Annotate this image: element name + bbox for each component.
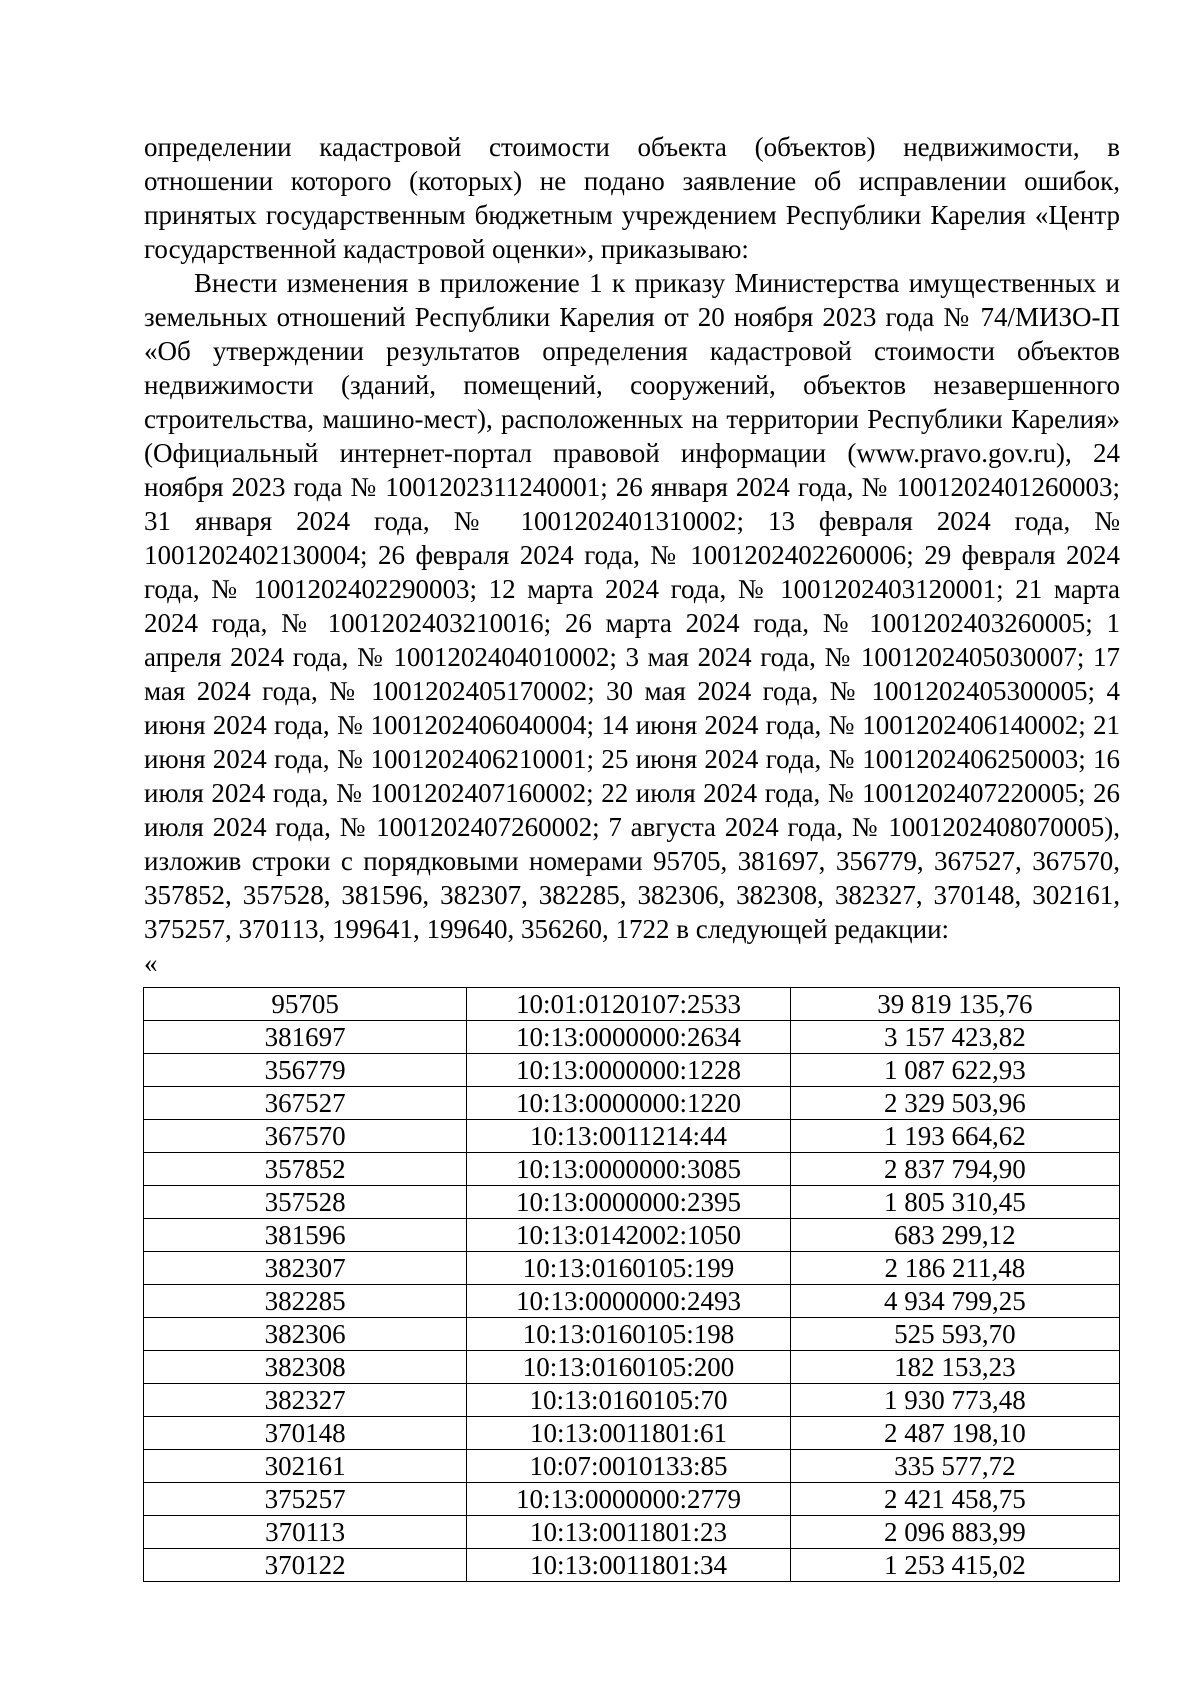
cadastral-value-table [143,987,1120,1582]
cadastral-number-cell: 10:13:0011801:23 [467,1516,791,1549]
row-number-cell: 370122 [144,1549,467,1582]
row-number-cell: 357852 [144,1153,467,1186]
row-number-cell: 381596 [144,1219,467,1252]
table-row [144,1252,1120,1285]
cadastral-number-cell: 10:13:0000000:1220 [467,1087,791,1120]
cadastral-value-cell: 1 087 622,93 [790,1054,1119,1087]
table-row [144,1384,1120,1417]
table-body [144,988,1120,1582]
cadastral-value-cell: 525 593,70 [790,1318,1119,1351]
paragraph-intro: определении кадастровой стоимости объекта (объектов) недвижимости, в отношении которого (которых) не подано заявление об исправлении ошибок, принятых государственным бюджетным учреждением Республики Карелия «Центр государственной кадастровой оценки», приказываю: [144,132,1120,264]
row-number-cell: 382307 [144,1252,467,1285]
cadastral-number-cell: 10:13:0011801:61 [467,1417,791,1450]
cadastral-number-cell: 10:13:0000000:2779 [467,1483,791,1516]
cadastral-value-cell: 39 819 135,76 [790,988,1119,1021]
row-number-cell: 375257 [144,1483,467,1516]
table-row [144,1021,1120,1054]
cadastral-value-cell: 182 153,23 [790,1351,1119,1384]
row-number-cell: 370148 [144,1417,467,1450]
table-row [144,1483,1120,1516]
cadastral-number-cell: 10:13:0000000:2395 [467,1186,791,1219]
cadastral-value-cell: 1 253 415,02 [790,1549,1119,1582]
table-row [144,1219,1120,1252]
cadastral-number-cell: 10:13:0160105:199 [467,1252,791,1285]
cadastral-value-cell: 335 577,72 [790,1450,1119,1483]
row-number-cell: 357528 [144,1186,467,1219]
table-row [144,1318,1120,1351]
cadastral-number-cell: 10:13:0000000:1228 [467,1054,791,1087]
row-number-cell: 356779 [144,1054,467,1087]
table-row [144,1153,1120,1186]
table-row [144,1516,1120,1549]
cadastral-number-cell: 10:13:0011801:34 [467,1549,791,1582]
table-row [144,1087,1120,1120]
cadastral-value-cell: 2 837 794,90 [790,1153,1119,1186]
cadastral-number-cell: 10:13:0160105:200 [467,1351,791,1384]
row-number-cell: 382327 [144,1384,467,1417]
cadastral-value-cell: 2 096 883,99 [790,1516,1119,1549]
table-row [144,1186,1120,1219]
cadastral-value-cell: 1 193 664,62 [790,1120,1119,1153]
table-row [144,988,1120,1021]
row-number-cell: 367570 [144,1120,467,1153]
cadastral-value-cell: 2 329 503,96 [790,1087,1119,1120]
table-row [144,1351,1120,1384]
table-row [144,1285,1120,1318]
table-row [144,1417,1120,1450]
row-number-cell: 302161 [144,1450,467,1483]
row-number-cell: 370113 [144,1516,467,1549]
cadastral-value-cell: 2 421 458,75 [790,1483,1119,1516]
table-row [144,1549,1120,1582]
paragraph-order: Внести изменения в приложение 1 к приказу Министерства имущественных и земельных отношений Республики Карелия от 20 ноября 2023 года № 74/МИЗО-П «Об утверждении результатов определения кадастровой стоимости объектов недвижимости (зданий, помещений, сооружений, объектов незавершенного строительства, машино-мест), расположенных на территории Республики Карелия» (Официальный интернет-портал правовой информации (www.pravo.gov.ru), 24 ноября 2023 года № 1001202311240001; 26 января 2024 года, № 1001202401260003; 31 января 2024 года, № 1001202401310002; 13 февраля 2024 года, № 1001202402130004; 26 февраля 2024 года, № 1001202402260006; 29 февраля 2024 года, № 1001202402290003; 12 марта 2024 года, № 1001202403120001; 21 марта 2024 года, № 1001202403210016; 26 марта 2024 года, № 1001202403260005; 1 апреля 2024 года, № 1001202404010002; 3 мая 2024 года, № 1001202405030007; 17 мая 2024 года, № 1001202405170002; 30 мая 2024 года, № 1001202405300005; 4 июня 2024 года, № 1001202406040004; 14 июня 2024 года, № 1001202406140002; 21 июня 2024 года, № 1001202406210001; 25 июня 2024 года, № 1001202406250003; 16 июля 2024 года, № 1001202407160002; 22 июля 2024 года, № 1001202407220005; 26 июля 2024 года, № 1001202407260002; 7 августа 2024 года, № 1001202408070005), изложив строки с порядковыми номерами 95705, 381697, 356779, 367527, 367570, 357852, 357528, 381596, 382307, 382285, 382306, 382308, 382327, 370148, 302161, 375257, 370113, 199641, 199640, 356260, 1722 в следующей редакции: [144,268,1120,944]
cadastral-number-cell: 10:13:0160105:198 [467,1318,791,1351]
document-body [144,130,1120,982]
row-number-cell: 382308 [144,1351,467,1384]
cadastral-value-cell: 1 805 310,45 [790,1186,1119,1219]
cadastral-number-cell: 10:13:0011214:44 [467,1120,791,1153]
cadastral-number-cell: 10:13:0000000:2634 [467,1021,791,1054]
cadastral-value-cell: 1 930 773,48 [790,1384,1119,1417]
cadastral-number-cell: 10:13:0160105:70 [467,1384,791,1417]
row-number-cell: 95705 [144,988,467,1021]
cadastral-value-cell: 683 299,12 [790,1219,1119,1252]
cadastral-number-cell: 10:01:0120107:2533 [467,988,791,1021]
opening-quote: « [144,948,158,978]
row-number-cell: 367527 [144,1087,467,1120]
table-row [144,1054,1120,1087]
cadastral-number-cell: 10:13:0142002:1050 [467,1219,791,1252]
cadastral-value-cell: 3 157 423,82 [790,1021,1119,1054]
cadastral-number-cell: 10:13:0000000:3085 [467,1153,791,1186]
table-row [144,1120,1120,1153]
cadastral-value-cell: 2 186 211,48 [790,1252,1119,1285]
cadastral-number-cell: 10:07:0010133:85 [467,1450,791,1483]
cadastral-value-cell: 2 487 198,10 [790,1417,1119,1450]
cadastral-value-cell: 4 934 799,25 [790,1285,1119,1318]
cadastral-number-cell: 10:13:0000000:2493 [467,1285,791,1318]
row-number-cell: 382285 [144,1285,467,1318]
table-row [144,1450,1120,1483]
row-number-cell: 382306 [144,1318,467,1351]
row-number-cell: 381697 [144,1021,467,1054]
